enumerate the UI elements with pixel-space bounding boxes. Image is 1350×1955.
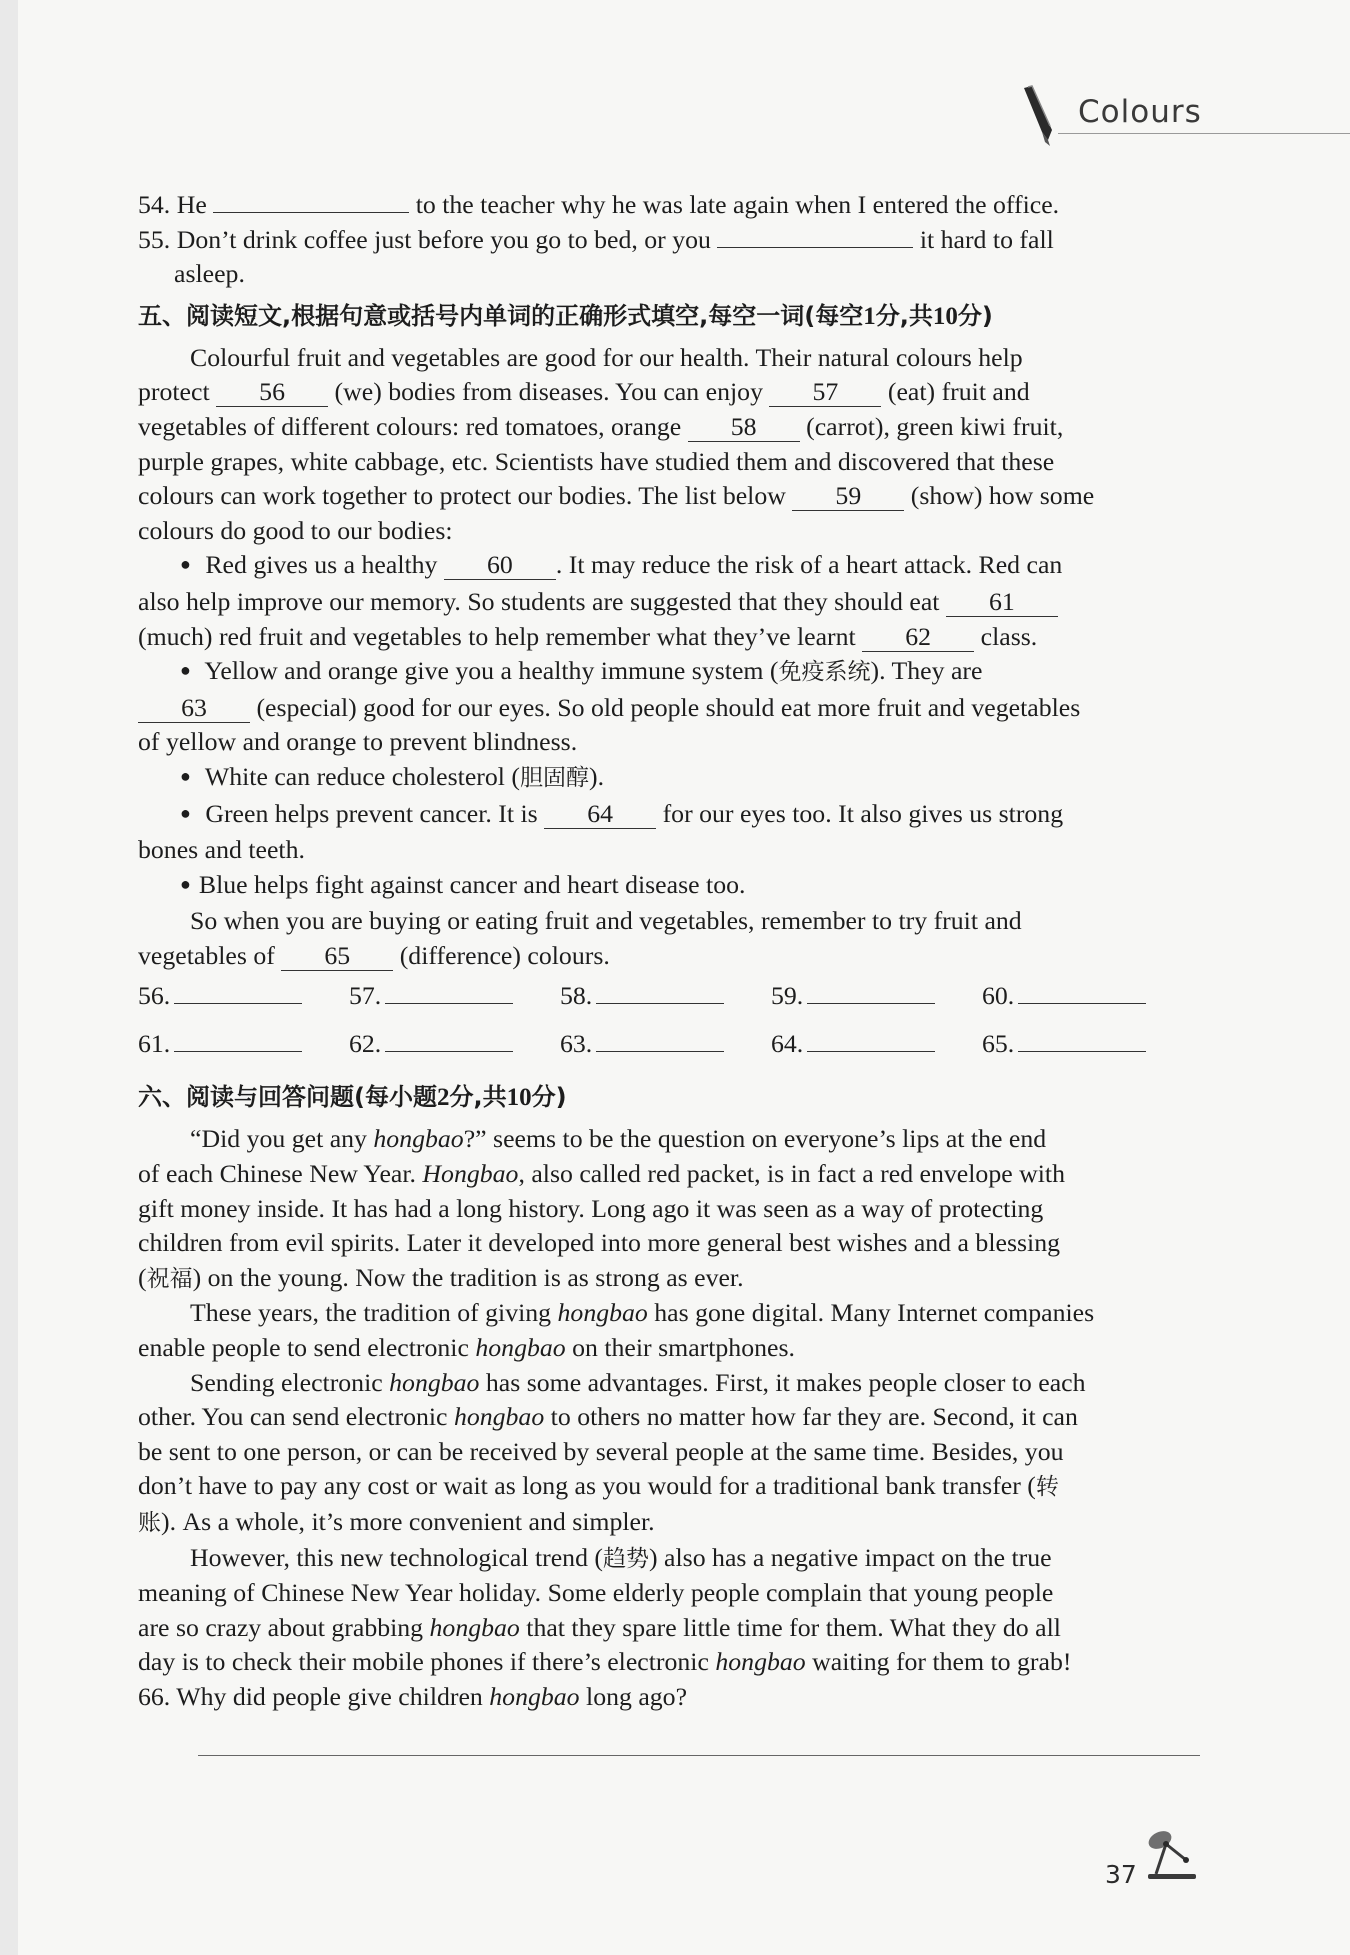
answer-cell-60: 60. — [982, 977, 1193, 1014]
passage-line: also help improve our memory. So students are suggested that they should eat 61 — [138, 585, 1200, 620]
answer-field-59[interactable] — [807, 977, 935, 1004]
bullet-red: ● Red gives us a healthy 60 . It may reduce the risk of a heart attack. Red can — [138, 548, 1200, 585]
blank-57: 57 — [769, 378, 881, 407]
passage-line: colours do good to our bodies: — [138, 515, 453, 545]
answer-field-60[interactable] — [1018, 977, 1146, 1004]
blank-58: 58 — [688, 413, 800, 442]
passage-line: (much) red fruit and vegetables to help remember what they’ve learnt 62 class. — [138, 621, 1038, 651]
passage-line: be sent to one person, or can be received by several people at the same time. Besides, you — [138, 1436, 1064, 1466]
bullet-white: ● White can reduce cholesterol (胆固醇). — [138, 760, 1200, 797]
bullet-blue: ● Blue helps fight against cancer and heart disease too. — [138, 868, 1200, 905]
answer-field-62[interactable] — [385, 1025, 513, 1052]
question-55-cont: asleep. — [174, 259, 245, 289]
answer-line-66[interactable] — [198, 1755, 1200, 1756]
passage-line: gift money inside. It has had a long history. Long ago it was seen as a way of protecting — [138, 1193, 1044, 1223]
page-number: 37 — [1105, 1860, 1137, 1889]
passage-line: don’t have to pay any cost or wait as long as you would for a traditional bank transfer (转 — [138, 1471, 1059, 1501]
passage-line: children from evil spirits. Later it developed into more general best wishes and a blessing — [138, 1228, 1060, 1258]
blank-60: 60 — [444, 551, 556, 580]
passage-line: day is to check their mobile phones if there’s electronic hongbao waiting for them to grab! — [138, 1647, 1072, 1677]
answer-field-56[interactable] — [174, 977, 302, 1004]
passage-line: meaning of Chinese New Year holiday. Some elderly people complain that young people — [138, 1578, 1054, 1608]
answer-cell-58: 58. — [560, 977, 771, 1014]
passage-line: bones and teeth. — [138, 835, 305, 865]
blank-64: 64 — [544, 800, 656, 829]
header-title: Colours — [1078, 94, 1202, 130]
question-54: 54. He to the teacher why he was late again when I entered the office. — [138, 190, 1060, 219]
passage-line: “Did you get any hongbao?” seems to be the question on everyone’s lips at the end — [190, 1124, 1047, 1154]
passage-line: These years, the tradition of giving hongbao has gone digital. Many Internet companies — [190, 1298, 1095, 1328]
answer-cell-65: 65. — [982, 1025, 1193, 1062]
section-5-heading: 五、阅读短文,根据句意或括号内单词的正确形式填空,每空一词(每空1分,共10分) — [138, 301, 993, 330]
section-6-heading: 六、阅读与回答问题(每小题2分,共10分) — [138, 1083, 567, 1112]
question-66: 66. Why did people give children hongbao long ago? — [138, 1681, 688, 1711]
answer-field-61[interactable] — [174, 1025, 302, 1052]
header-rule — [1058, 133, 1350, 134]
blank-63: 63 — [138, 694, 250, 723]
question-55: 55. Don’t drink coffee just before you go to bed, or you it hard to fall — [138, 224, 1054, 254]
passage-line: So when you are buying or eating fruit and vegetables, remember to try fruit and — [190, 906, 1022, 936]
answer-field-63[interactable] — [596, 1025, 724, 1052]
answer-field-57[interactable] — [385, 977, 513, 1004]
answer-cell-63: 63. — [560, 1025, 771, 1062]
passage-line: Colourful fruit and vegetables are good for our health. Their natural colours help — [190, 342, 1023, 372]
answer-field-58[interactable] — [596, 977, 724, 1004]
passage-line: other. You can send electronic hongbao to others no matter how far they are. Second, it can — [138, 1402, 1078, 1432]
passage-line: However, this new technological trend (趋势) also has a negative impact on the true — [190, 1542, 1052, 1572]
answer-field-65[interactable] — [1018, 1025, 1146, 1052]
passage-line: purple grapes, white cabbage, etc. Scientists have studied them and discovered that these — [138, 446, 1055, 476]
answer-row — [138, 1025, 1200, 1073]
passage-line: 账). As a whole, it’s more convenient and simpler. — [138, 1507, 655, 1536]
bullet-yellow-orange: ● Yellow and orange give you a healthy immune system (免疫系统). They are — [138, 654, 1200, 691]
blank-62: 62 — [862, 623, 974, 652]
pen-icon — [1018, 84, 1062, 148]
bullet-green: ● Green helps prevent cancer. It is 64 for our eyes too. It also gives us strong — [138, 797, 1200, 834]
answer-grid — [138, 977, 1200, 1073]
answer-row — [138, 977, 1200, 1025]
answer-field-64[interactable] — [807, 1025, 935, 1052]
answer-cell-57: 57. — [349, 977, 560, 1014]
passage-line: (祝福) on the young. Now the tradition is as strong as ever. — [138, 1262, 744, 1292]
answer-blank-55[interactable] — [717, 247, 913, 248]
desk-lamp-icon — [1142, 1826, 1202, 1882]
passage-line: enable people to send electronic hongbao on their smartphones. — [138, 1333, 795, 1363]
answer-cell-64: 64. — [771, 1025, 982, 1062]
answer-cell-59: 59. — [771, 977, 982, 1014]
blank-56: 56 — [216, 378, 328, 407]
passage-line: vegetables of different colours: red tomatoes, orange 58 (carrot), green kiwi fruit, — [138, 411, 1064, 441]
passage-line: Sending electronic hongbao has some advantages. First, it makes people closer to each — [190, 1367, 1086, 1397]
blank-65: 65 — [281, 942, 393, 971]
passage-line: 63 (especial) good for our eyes. So old people should eat more fruit and vegetables — [138, 691, 1200, 726]
blank-59: 59 — [792, 482, 904, 511]
passage-line: protect 56 (we) bodies from diseases. You can enjoy 57 (eat) fruit and — [138, 377, 1030, 407]
answer-cell-62: 62. — [349, 1025, 560, 1062]
page — [18, 0, 1350, 1955]
passage-line: of each Chinese New Year. Hongbao, also called red packet, is in fact a red envelope with — [138, 1159, 1065, 1189]
answer-cell-61: 61. — [138, 1025, 349, 1062]
passage-line: are so crazy about grabbing hongbao that they spare little time for them. What they do all — [138, 1612, 1061, 1642]
passage-line: of yellow and orange to prevent blindness. — [138, 727, 578, 757]
answer-cell-56: 56. — [138, 977, 349, 1014]
answer-blank-54[interactable] — [213, 212, 409, 213]
worksheet-content — [138, 188, 1200, 1756]
blank-61: 61 — [946, 588, 1058, 617]
passage-line: colours can work together to protect our bodies. The list below 59 (show) how some — [138, 481, 1095, 511]
passage-line: vegetables of 65 (difference) colours. — [138, 940, 610, 970]
